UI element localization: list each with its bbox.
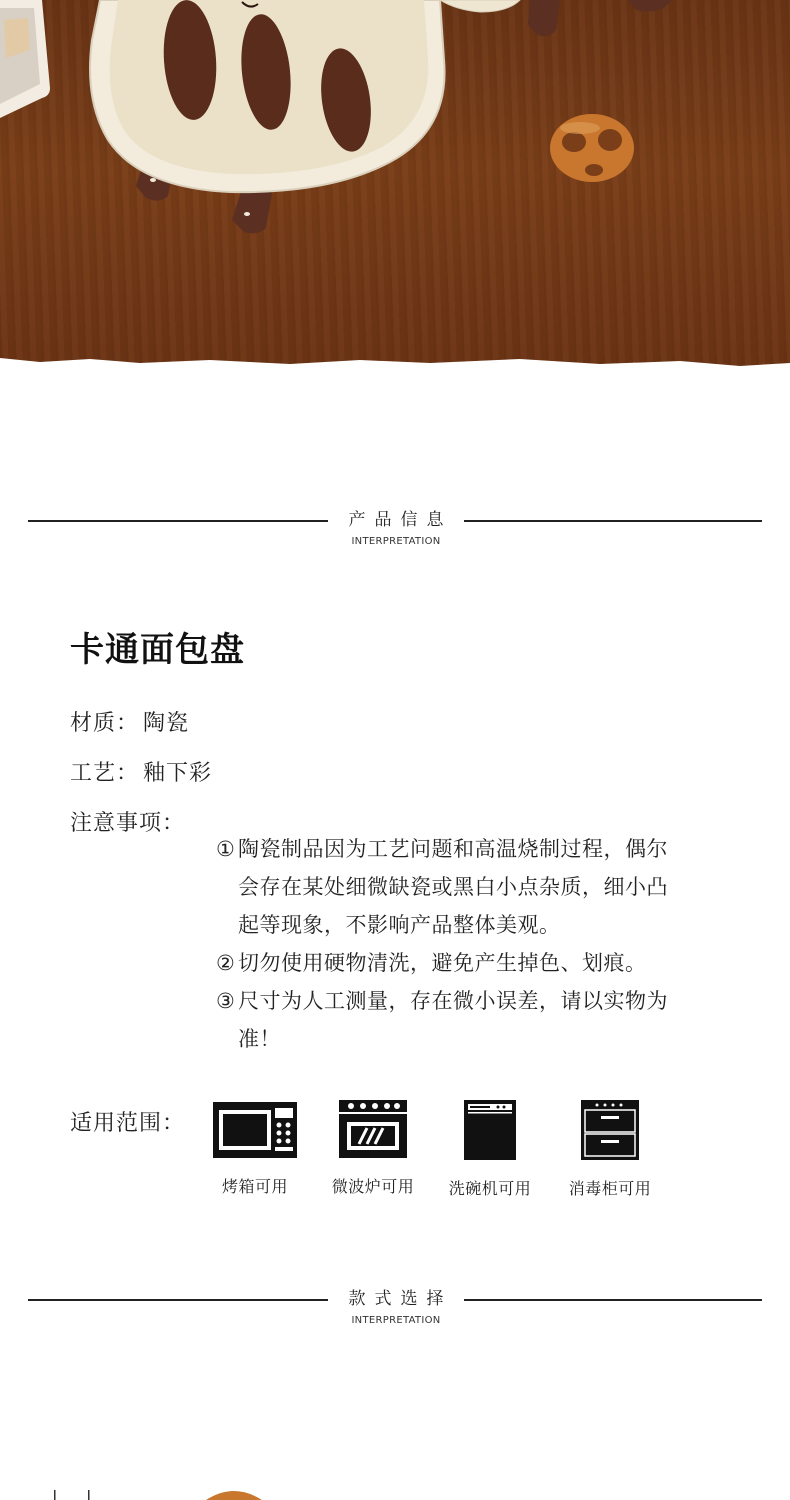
- divider-line-left: [28, 1299, 328, 1301]
- card-corner: [0, 0, 50, 118]
- material-value: 陶瓷: [143, 711, 190, 736]
- material-row: [70, 706, 189, 737]
- divider-line-right: [464, 1299, 762, 1301]
- disinfection-cabinet-icon: [579, 1098, 641, 1162]
- oven-icon: [211, 1098, 299, 1160]
- note-number: ①: [216, 837, 236, 861]
- usage-label: 适用范围：: [70, 1111, 186, 1136]
- note-text: 切勿使用硬物清洗，避免产生掉色、划痕。: [238, 951, 647, 975]
- usage-caption: 消毒柜可用: [568, 1179, 652, 1198]
- craft-label: 工艺：: [70, 761, 140, 786]
- usage-item-disinfection-cabinet: [555, 1098, 665, 1199]
- section-subtitle: INTERPRETATION: [351, 536, 441, 547]
- note-item: [216, 982, 686, 1058]
- usage-item-microwave: [318, 1098, 428, 1197]
- usage-caption: 微波炉可用: [331, 1177, 415, 1196]
- product-name: 卡通面包盘: [70, 630, 245, 670]
- note-text: 尺寸为人工测量，存在微小误差，请以实物为准！: [238, 989, 668, 1051]
- usage-caption: 洗碗机可用: [448, 1179, 532, 1198]
- pretzel: [550, 114, 634, 182]
- craft-row: [70, 756, 212, 787]
- microwave-icon: [337, 1098, 409, 1160]
- note-item: [216, 944, 686, 982]
- note-text: 陶瓷制品因为工艺问题和高温烧制过程，偶尔会存在某处细微缺瓷或黑白小点杂质，细小凸起等现象，不影响产品整体美观。: [238, 837, 668, 937]
- divider-line-left: [28, 520, 328, 522]
- section-header-product-info: [28, 510, 762, 550]
- next-section-preview: [0, 1480, 790, 1500]
- material-label: 材质：: [70, 711, 140, 736]
- note-item: [216, 830, 686, 944]
- section-header-style-select: [28, 1289, 762, 1329]
- hero-photo: [0, 0, 790, 375]
- usage-item-oven: [200, 1098, 310, 1197]
- section-subtitle: INTERPRETATION: [351, 1315, 441, 1326]
- bread-plate: [90, 0, 445, 192]
- note-number: ③: [216, 989, 236, 1013]
- dishwasher-icon: [462, 1098, 518, 1162]
- divider-line-right: [464, 520, 762, 522]
- craft-value: 釉下彩: [143, 761, 213, 786]
- hero-illustration: [0, 0, 790, 375]
- usage-caption: 烤箱可用: [221, 1177, 288, 1196]
- section-title: 款式选择: [348, 1289, 453, 1309]
- section-title: 产品信息: [348, 510, 453, 530]
- notes-list: [216, 830, 686, 1058]
- usage-item-dishwasher: [435, 1098, 545, 1199]
- notes-label: 注意事项：: [70, 811, 186, 836]
- note-number: ②: [216, 951, 236, 975]
